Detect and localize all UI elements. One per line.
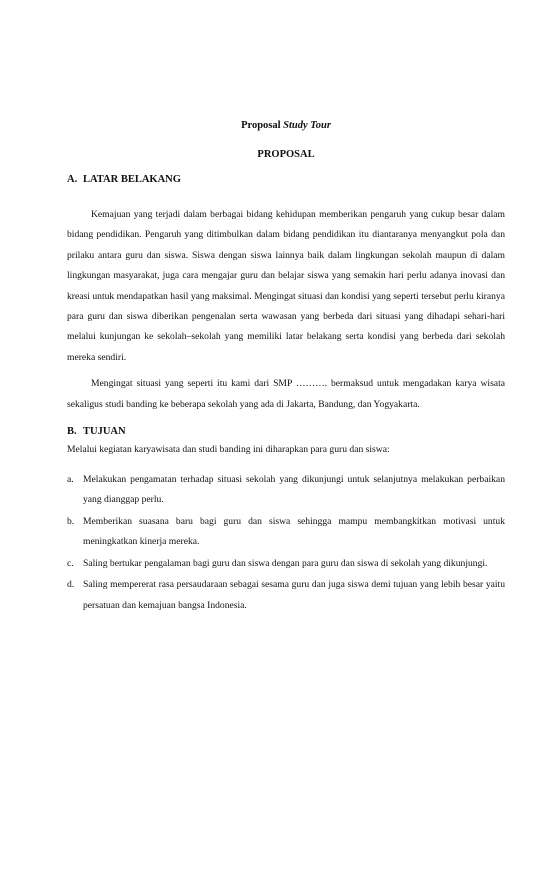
list-marker: b. [67, 515, 75, 527]
list-item-text: Memberikan suasana baru bagi guru dan siswa sehingga mampu membangkitkan motivasi untuk meningkatkan kinerja mereka. [83, 515, 505, 548]
list-item [67, 512, 505, 553]
list-item-text: Saling mempererat rasa persaudaraan sebagai sesama guru dan juga siswa demi tujuan yang lebih besar yaitu persatuan dan kemajuan bangsa Indonesia. [83, 579, 505, 611]
document-page [0, 119, 550, 896]
background-paragraph: Mengingat situasi yang seperti itu kami dari SMP ………. bermaksud untuk mengadakan karya wisata sekaligus studi banding ke beberapa sekolah yang ada di Jakarta, Bandung, dan Yogyakarta. [67, 378, 505, 410]
list-item [67, 470, 505, 511]
section-title: LATAR BELAKANG [83, 174, 181, 185]
section-letter: B. [67, 426, 77, 438]
document-header [67, 119, 505, 133]
list-marker: a. [67, 474, 74, 486]
section-letter: A. [67, 174, 78, 185]
header-prefix: Proposal [241, 120, 281, 131]
background-paragraph: Kemajuan yang terjadi dalam berbagai bidang kehidupan memberikan pengaruh yang cukup besar dalam bidang pendidikan. Pengaruh yang ditimbulkan dalam bidang pendidikan itu diantaranya menyangkut pola dan prilaku antara guru dan siswa. Siswa dengan siswa lainnya baik dalam lingkungan sekolah maupun di dalam lingkungan masyarakat, juga cara mengajar guru dan belajar siswa yang semakin hari perlu adanya inovasi dan kreasi untuk mendapatkan hasil yang maksimal. Mengingat situasi dan kondisi yang seperti tersebut perlu kiranya para guru dan siswa diberikan pengenalan serta wawasan yang berbeda dari situasi yang dihadapi sehari-hari melalui kunjungan ke sekolah–sekolah yang memiliki latar belakang serta kondisi yang berbeda dari sekolah mereka sendiri. [67, 209, 505, 363]
list-marker: d. [67, 579, 75, 591]
list-item [67, 554, 505, 574]
section-title: TUJUAN [83, 426, 126, 438]
list-item-text: Saling bertukar pengalaman bagi guru dan siswa dengan para guru dan siswa di sekolah yang dikunjungi. [83, 557, 488, 569]
list-marker: c. [67, 557, 74, 569]
list-item-text: Melakukan pengamatan terhadap situasi sekolah yang dikunjungi untuk selanjutnya melakukan perbaikan yang dianggap perlu. [83, 474, 505, 506]
goals-list [67, 470, 505, 616]
section-heading-tujuan [67, 425, 505, 439]
header-italic: Study Tour [283, 120, 331, 131]
goals-intro: Melalui kegiatan karyawisata dan studi banding ini diharapkan para guru dan siswa: [67, 444, 390, 456]
document-title: PROPOSAL [257, 149, 315, 160]
section-heading-latar-belakang [67, 173, 505, 187]
list-item [67, 575, 505, 616]
